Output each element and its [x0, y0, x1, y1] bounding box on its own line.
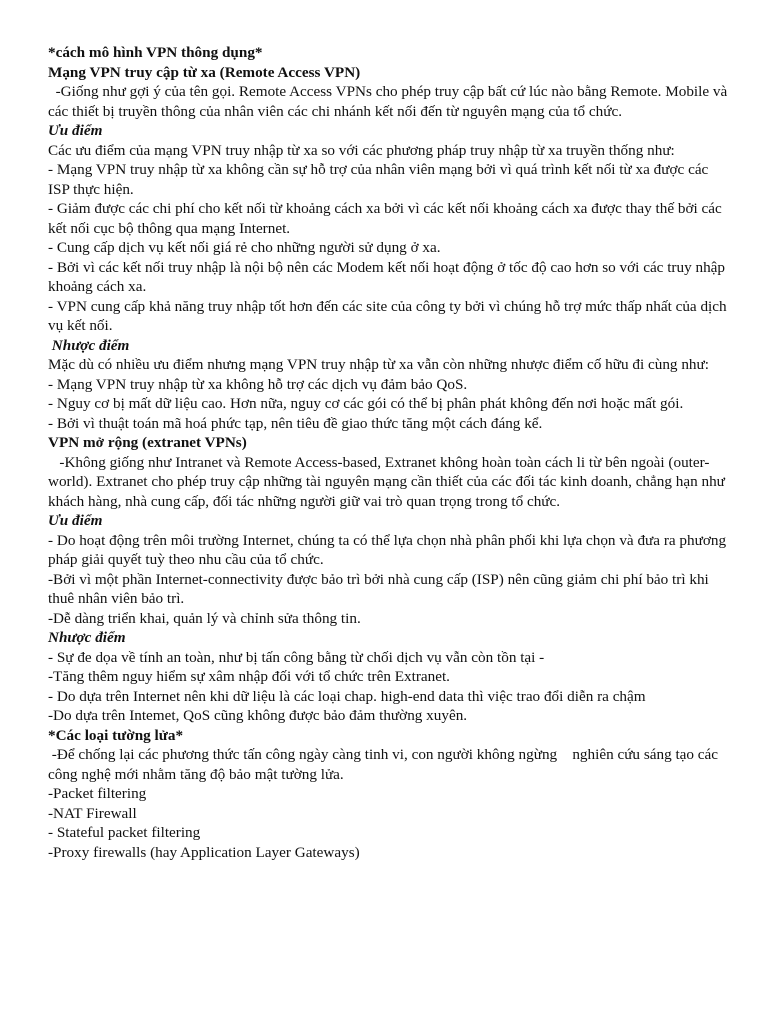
- paragraph: -Proxy firewalls (hay Application Layer Gateways): [48, 843, 360, 861]
- subheading: Ưu điểm: [48, 512, 103, 529]
- section-heading: *cách mô hình VPN thông dụng*: [48, 44, 263, 61]
- paragraph: -NAT Firewall: [48, 804, 137, 822]
- paragraph: -Để chống lại các phương thức tấn công ngày càng tinh vi, con người không ngừng nghiên cứu sáng tạo các công nghệ mới nhằm tăng độ bảo mật tường lửa.: [48, 746, 722, 783]
- paragraph: - Bởi vì thuật toán mã hoá phức tạp, nên tiêu đề giao thức tăng một cách đáng kể.: [48, 414, 543, 432]
- paragraph: -Giống như gợi ý của tên gọi. Remote Access VPNs cho phép truy cập bất cứ lúc nào bằng Remote. Mobile và các thiết bị truyền thông của nhân viên các chi nhánh kết nối đến từ nguyên mạng của tổ chức.: [48, 83, 732, 120]
- section-heading: *Các loại tường lửa*: [48, 726, 184, 744]
- paragraph: - Nguy cơ bị mất dữ liệu cao. Hơn nữa, nguy cơ các gói có thể bị phân phát không đến nơi hoặc mất gói.: [48, 395, 684, 412]
- paragraph: - Giảm được các chi phí cho kết nối từ khoảng cách xa bởi vì các kết nối khoảng cách xa được thay thế bởi các kết nối cục bộ thông qua mạng Internet.: [48, 200, 726, 237]
- paragraph: - Stateful packet filtering: [48, 824, 201, 841]
- paragraph: -Packet filtering: [48, 785, 147, 802]
- paragraph: - Do hoạt động trên môi trường Internet, chúng ta có thể lựa chọn nhà phân phối khi lựa chọn và đưa ra phương pháp giải quyết tuỳ theo nhu cầu của tổ chức.: [48, 531, 730, 568]
- subheading: Nhược điểm: [48, 336, 130, 354]
- paragraph: - VPN cung cấp khả năng truy nhập tốt hơn đến các site của công ty bởi vì chúng hỗ trợ mức thấp nhất của dịch vụ kết nối.: [48, 297, 731, 334]
- paragraph: -Do dựa trên Intemet, QoS cũng không được bảo đảm thường xuyên.: [48, 707, 468, 724]
- paragraph: Mặc dù có nhiều ưu điểm nhưng mạng VPN truy nhập từ xa vẫn còn những nhược điểm cố hữu đi cùng như:: [48, 356, 709, 373]
- paragraph: - Mạng VPN truy nhập từ xa không hỗ trợ các dịch vụ đảm bảo QoS.: [48, 375, 468, 393]
- paragraph: -Bởi vì một phần Internet-connectivity được bảo trì bởi nhà cung cấp (ISP) nên cũng giảm chi phí bảo trì khi thuê nhân viên bảo trì.: [48, 570, 713, 607]
- paragraph: - Do dựa trên Internet nên khi dữ liệu là các loại chap. high-end data thì việc trao đổi diễn ra chậm: [48, 687, 646, 705]
- paragraph: - Cung cấp dịch vụ kết nối giá rẻ cho những người sử dụng ở xa.: [48, 239, 441, 256]
- paragraph: - Sự đe dọa về tính an toàn, như bị tấn công bằng từ chối dịch vụ vẫn còn tồn tại -: [48, 648, 545, 666]
- paragraph: -Tăng thêm nguy hiểm sự xâm nhập đối với tổ chức trên Extranet.: [48, 668, 450, 685]
- section-heading: VPN mở rộng (extranet VPNs): [48, 434, 247, 451]
- subheading: Ưu điểm: [48, 122, 103, 139]
- paragraph: - Bởi vì các kết nối truy nhập là nội bộ nên các Modem kết nối hoạt động ở tốc độ cao hơn so với các truy nhập khoảng cách xa.: [48, 258, 729, 295]
- section-heading: Mạng VPN truy cập từ xa (Remote Access VPN): [48, 63, 361, 81]
- paragraph: -Không giống như Intranet và Remote Access-based, Extranet không hoàn toàn cách li từ bên ngoài (outer-world). Extranet cho phép truy cập những tài nguyên mạng cần thiết của các đối tác kinh doanh, chẳng hạn như khách hàng, nhà cung cấp, đối tác những người giữ vai trò quan trọng trong tổ chức.: [48, 453, 729, 510]
- document-page: [48, 43, 732, 862]
- paragraph: Các ưu điểm của mạng VPN truy nhập từ xa so với các phương pháp truy nhập từ xa truyền thống như:: [48, 141, 675, 159]
- subheading: Nhược điểm: [48, 629, 126, 646]
- paragraph: - Mạng VPN truy nhập từ xa không cần sự hỗ trợ của nhân viên mạng bởi vì quá trình kết nối từ xa được các ISP thực hiện.: [48, 161, 713, 198]
- paragraph: -Dễ dàng triển khai, quản lý và chỉnh sửa thông tin.: [48, 609, 361, 627]
